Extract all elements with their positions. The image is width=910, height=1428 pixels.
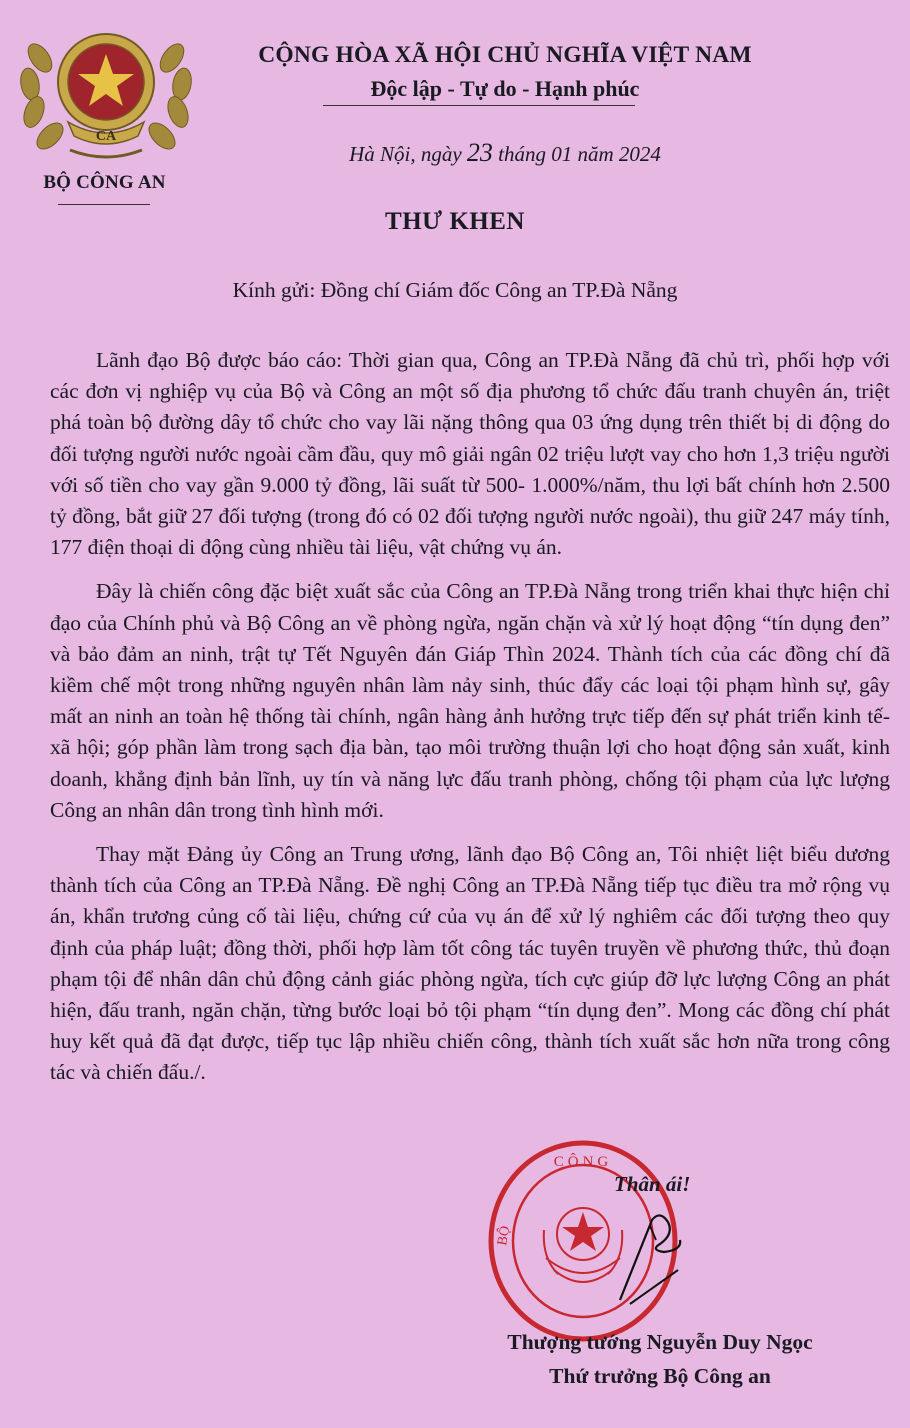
stamp-top-text: CÔNG: [553, 1154, 613, 1170]
handwritten-signature: [590, 1200, 710, 1310]
motto-underline: [323, 105, 635, 106]
date-prefix: Hà Nội, ngày: [349, 142, 467, 166]
date-suffix: tháng 01 năm 2024: [492, 142, 661, 166]
national-title: CỘNG HÒA XÃ HỘI CHỦ NGHĨA VIỆT NAM: [258, 42, 752, 68]
closing-greeting: Thân ái!: [614, 1172, 691, 1196]
signer-position: Thứ trưởng Bộ Công an: [549, 1364, 771, 1388]
police-emblem-icon: [10, 18, 202, 168]
place-date-line: [205, 138, 805, 168]
stamp-left-text: BỘ: [495, 1224, 514, 1247]
ministry-name: BỘ CÔNG AN: [43, 172, 166, 193]
letter-body: [50, 345, 890, 1102]
body-paragraph: Đây là chiến công đặc biệt xuất sắc của Công an TP.Đà Nẵng trong triển khai thực hiện chỉ đạo của Chính phủ và Bộ Công an về phòng ngừa, ngăn chặn và xử lý hoạt động “tín dụng đen” và bảo đảm an ninh, trật tự Tết Nguyên đán Giáp Thìn 2024. Thành tích của các đồng chí đã kiềm chế một trong những nguyên nhân làm nảy sinh, thúc đẩy các loại tội phạm hình sự, gây mất an ninh an toàn hệ thống tài chính, ngân hàng ảnh hưởng trực tiếp đến sự phát triển kinh tế-xã hội; góp phần làm trong sạch địa bàn, tạo môi trường thuận lợi cho hoạt động sản xuất, kinh doanh, khẳng định bản lĩnh, uy tín và năng lực đấu tranh phòng, chống tội phạm của lực lượng Công an nhân dân trong tình hình mới.: [50, 579, 890, 822]
ministry-underline: [58, 204, 150, 205]
body-paragraph: Lãnh đạo Bộ được báo cáo: Thời gian qua, Công an TP.Đà Nẵng đã chủ trì, phối hợp với các đơn vị nghiệp vụ của Bộ và Công an một số địa phương tổ chức đấu tranh chuyên án, triệt phá toàn bộ đường dây tổ chức cho vay lãi nặng thông qua 03 ứng dụng trên thiết bị di động do đối tượng người nước ngoài cầm đầu, quy mô giải ngân 02 triệu lượt vay cho hơn 1,3 triệu người với số tiền cho vay gần 9.000 tỷ đồng, lãi suất từ 500- 1.000%/năm, thu lợi bất chính hơn 2.500 tỷ đồng, bắt giữ 27 đối tượng (trong đó có 02 đối tượng người nước ngoài), thu giữ 247 máy tính, 177 điện thoại di động cùng nhiều tài liệu, vật chứng vụ án.: [50, 348, 890, 560]
recipient-line: Kính gửi: Đồng chí Giám đốc Công an TP.Đà Nẵng: [232, 278, 678, 302]
date-day: 23: [466, 138, 493, 167]
signer-rank-name: Thượng tướng Nguyễn Duy Ngọc: [507, 1330, 813, 1354]
body-paragraph: Thay mặt Đảng ủy Công an Trung ương, lãnh đạo Bộ Công an, Tôi nhiệt liệt biểu dương thành tích của Công an TP.Đà Nẵng. Đề nghị Công an TP.Đà Nẵng tiếp tục điều tra mở rộng vụ án, khẩn trương củng cố tài liệu, chứng cứ của vụ án để xử lý nghiêm các đối tượng theo quy định của pháp luật; đồng thời, phối hợp làm tốt công tác tuyên truyền về phương thức, thủ đoạn phạm tội để nhân dân chủ động cảnh giác phòng ngừa, tích cực giúp đỡ lực lượng Công an phát hiện, đấu tranh, ngăn chặn, từng bước loại bỏ tội phạm “tín dụng đen”. Mong các đồng chí phát huy kết quả đã đạt được, tiếp tục lập nhiều chiến công, thành tích xuất sắc hơn nữa trong công tác và chiến đấu./.: [50, 842, 890, 1085]
document-title: THƯ KHEN: [385, 208, 525, 235]
svg-text:CA: CA: [95, 129, 117, 144]
national-motto: Độc lập - Tự do - Hạnh phúc: [370, 76, 640, 101]
